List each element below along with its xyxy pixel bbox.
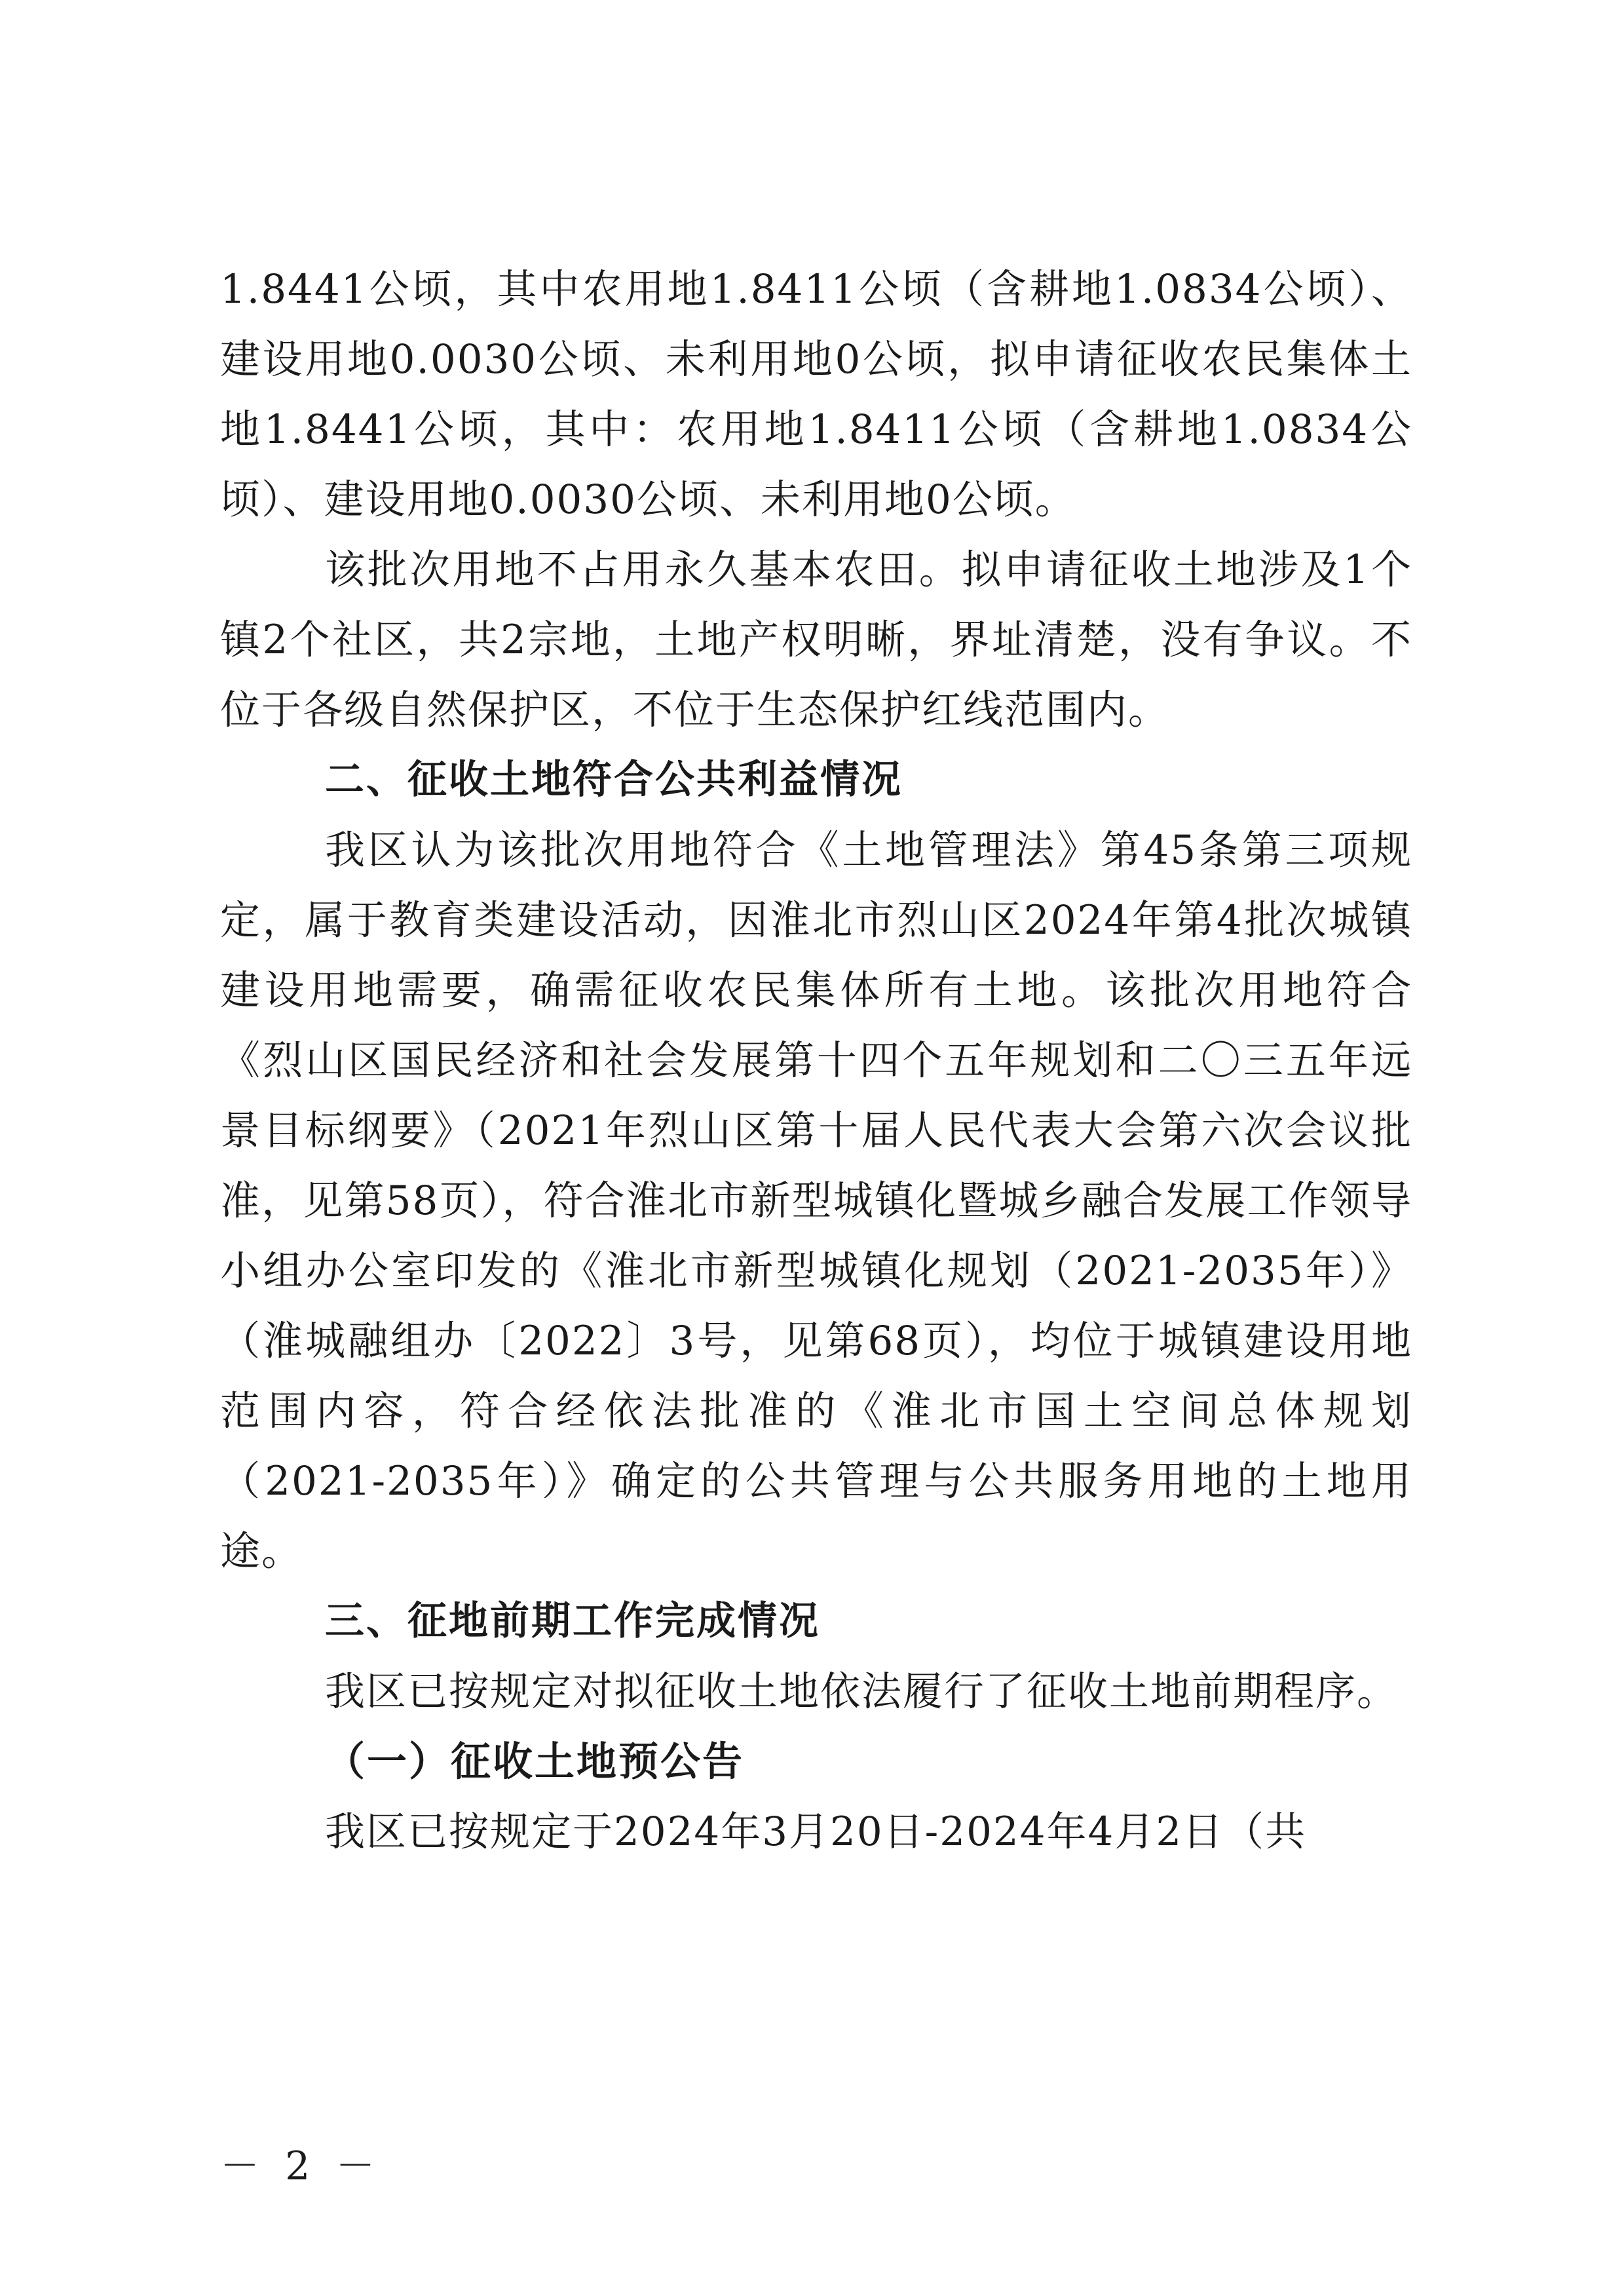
paragraph-preliminary-work: 我区已按规定对拟征收土地依法履行了征收土地前期程序。 bbox=[325, 1668, 1399, 1715]
paragraph-public-interest: 我区认为该批次用地符合《土地管理法》第45条第三项规定，属于教育类建设活动，因淮北市烈山区2024年第4批次城镇建设用地需要，确需征收农民集体所有土地。该批次用地符合《烈山区国民经济和社会发展第十四个五年规划和二〇三五年远景目标纲要》（2021年烈山区第十届人民代表大会第六次会议批准，见第58页），符合淮北市新型城镇化暨城乡融合发展工作领导小组办公室印发的《淮北市新型城镇化规划（2021-2035年）》（淮城融组办〔2022〕3号，见第68页），均位于城镇建设用地范围内容，符合经依法批准的《淮北市国土空间总体规划（2021-2035年）》确定的公共管理与公共服务用地的土地用途。 bbox=[220, 827, 1412, 1575]
heading-public-interest: 二、征收土地符合公共利益情况 bbox=[325, 757, 903, 803]
subheading-pre-announcement: （一）征收土地预公告 bbox=[325, 1738, 745, 1785]
page-number: － 2 － bbox=[220, 2143, 382, 2189]
heading-preliminary-work: 三、征地前期工作完成情况 bbox=[325, 1598, 820, 1644]
paragraph-land-status: 该批次用地不占用永久基本农田。拟申请征收土地涉及1个镇2个社区，共2宗地，土地产权明晰，界址清楚，没有争议。不位于各级自然保护区，不位于生态保护红线范围内。 bbox=[220, 546, 1412, 733]
paragraph-pre-announcement: 我区已按规定于2024年3月20日-2024年4月2日（共 bbox=[325, 1808, 1307, 1855]
paragraph-land-area-continued: 1.8441公顷，其中农用地1.8411公顷（含耕地1.0834公顷）、建设用地0.0030公顷、未利用地0公顷，拟申请征收农民集体土地1.8441公顷，其中：农用地1.8411公顷（含耕地1.0834公顷）、建设用地0.0030公顷、未利用地0公顷。 bbox=[220, 266, 1412, 523]
document-body bbox=[220, 254, 1412, 1867]
